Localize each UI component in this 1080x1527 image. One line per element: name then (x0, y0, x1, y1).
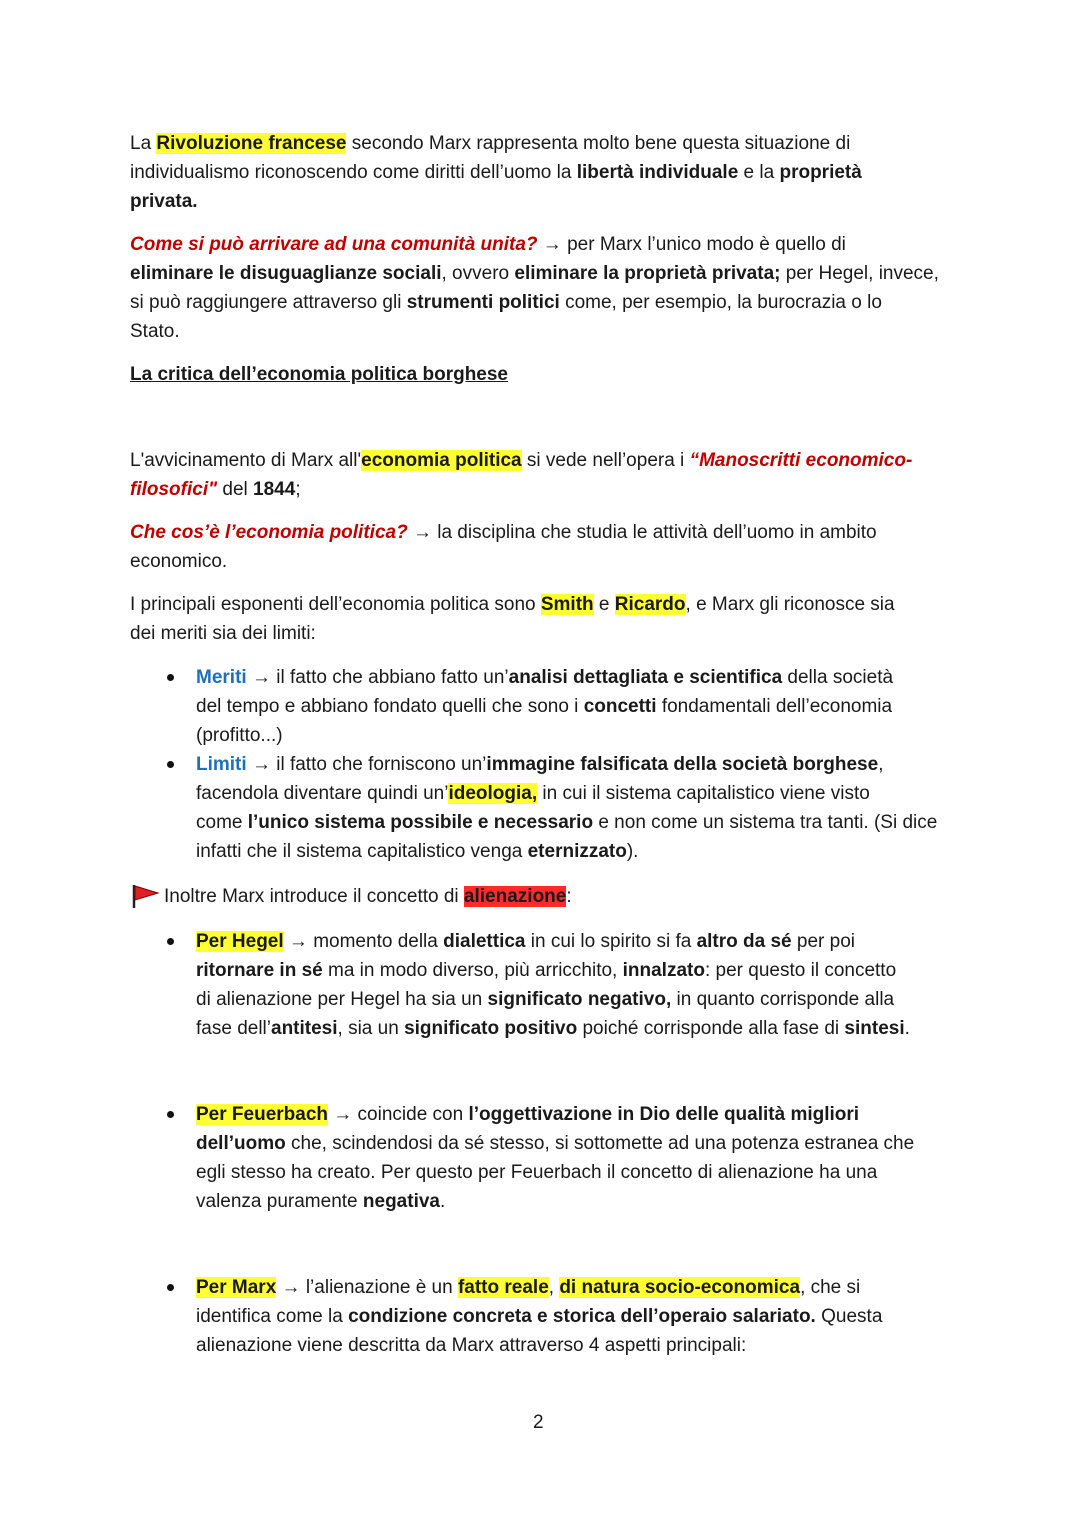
hegel-line-2: ritornare in sé ma in modo diverso, più arricchito, innalzato: per questo il concetto (196, 960, 897, 981)
paragraph-definition-line-1: Che cos’è l’economia politica? → la disciplina che studia le attività dell’uomo in ambito (130, 522, 877, 543)
bullet-hegel (167, 938, 174, 945)
hegel-line-4: fase dell’antitesi, sia un significato positivo poiché corrisponde alla fase di sintesi. (196, 1018, 910, 1039)
merits-line-2: del tempo e abbiano fondato quelli che sono i concetti fondamentali dell’economia (196, 696, 893, 717)
marx-line-2: identifica come la condizione concreta e storica dell’operaio salariato. Questa (196, 1306, 883, 1327)
paragraph-community-line-2: eliminare le disuguaglianze sociali, ovvero eliminare la proprietà privata; per Hegel, invece, (130, 263, 939, 284)
limits-line-2: facendola diventare quindi un’ideologia, in cui il sistema capitalistico viene visto (196, 783, 870, 804)
paragraph-exponents-line-2: dei meriti sia dei limiti: (130, 623, 316, 644)
hegel-line-1: Per Hegel → momento della dialettica in cui lo spirito si fa altro da sé per poi (196, 931, 855, 952)
bullet-merits (167, 674, 174, 681)
paragraph-definition-line-2: economico. (130, 551, 228, 572)
bullet-marx (167, 1284, 174, 1291)
paragraph-revolution-line-2: individualismo riconoscendo come diritti dell’uomo la libertà individuale e la proprietà (130, 162, 862, 183)
paragraph-approach-line-2: filosofici" del 1844; (130, 479, 301, 500)
feuerbach-label: Per Feuerbach (196, 1104, 328, 1125)
hegel-line-3: di alienazione per Hegel ha sia un significato negativo, in quanto corrisponde alla (196, 989, 895, 1010)
feuerbach-line-1: Per Feuerbach → coincide con l’oggettivazione in Dio delle qualità migliori (196, 1104, 860, 1125)
paragraph-approach-line-1: L'avvicinamento di Marx all'economia politica si vede nell’opera i “Manoscritti economico- (130, 450, 913, 471)
limits-label: Limiti (196, 754, 247, 775)
limits-line-1: Limiti → il fatto che forniscono un’immagine falsificata della società borghese, (196, 754, 884, 775)
section-heading: La critica dell’economia politica borghese (130, 364, 508, 385)
limits-line-3: come l’unico sistema possibile e necessario e non come un sistema tra tanti. (Si dice (196, 812, 938, 833)
marx-line-1: Per Marx → l’alienazione è un fatto reale, di natura socio-economica, che si (196, 1277, 861, 1298)
feuerbach-line-3: egli stesso ha creato. Per questo per Feuerbach il concetto di alienazione ha una (196, 1162, 878, 1183)
bullet-limits (167, 761, 174, 768)
marx-line-3: alienazione viene descritta da Marx attraverso 4 aspetti principali: (196, 1335, 747, 1356)
limits-line-4: infatti che il sistema capitalistico venga eternizzato). (196, 841, 639, 862)
paragraph-community-line-4: Stato. (130, 321, 180, 342)
merits-label: Meriti (196, 667, 247, 688)
paragraph-community-line-3: si può raggiungere attraverso gli strumenti politici come, per esempio, la burocrazia o lo (130, 292, 882, 313)
feuerbach-line-2: dell’uomo che, scindendosi da sé stesso, si sottomette ad una potenza estranea che (196, 1133, 915, 1154)
hegel-label: Per Hegel (196, 931, 284, 952)
flag-icon (130, 883, 160, 909)
paragraph-revolution-line-1: La Rivoluzione francese secondo Marx rappresenta molto bene questa situazione di (130, 133, 851, 154)
marx-label: Per Marx (196, 1277, 277, 1298)
question-definition: Che cos’è l’economia politica? (130, 522, 408, 543)
feuerbach-line-4: valenza puramente negativa. (196, 1191, 446, 1212)
merits-line-3: (profitto...) (196, 725, 283, 746)
alienation-intro: Inoltre Marx introduce il concetto di alienazione: (164, 886, 572, 907)
bullet-feuerbach (167, 1111, 174, 1118)
question-community: Come si può arrivare ad una comunità unita? (130, 234, 538, 255)
paragraph-exponents-line-1: I principali esponenti dell’economia politica sono Smith e Ricardo, e Marx gli riconosce sia (130, 594, 895, 615)
page-number: 2 (533, 1412, 544, 1433)
paragraph-community-line-1: Come si può arrivare ad una comunità unita? → per Marx l’unico modo è quello di (130, 234, 846, 255)
merits-line-1: Meriti → il fatto che abbiano fatto un’analisi dettagliata e scientifica della società (196, 667, 894, 688)
paragraph-revolution-line-3: privata. (130, 191, 198, 212)
